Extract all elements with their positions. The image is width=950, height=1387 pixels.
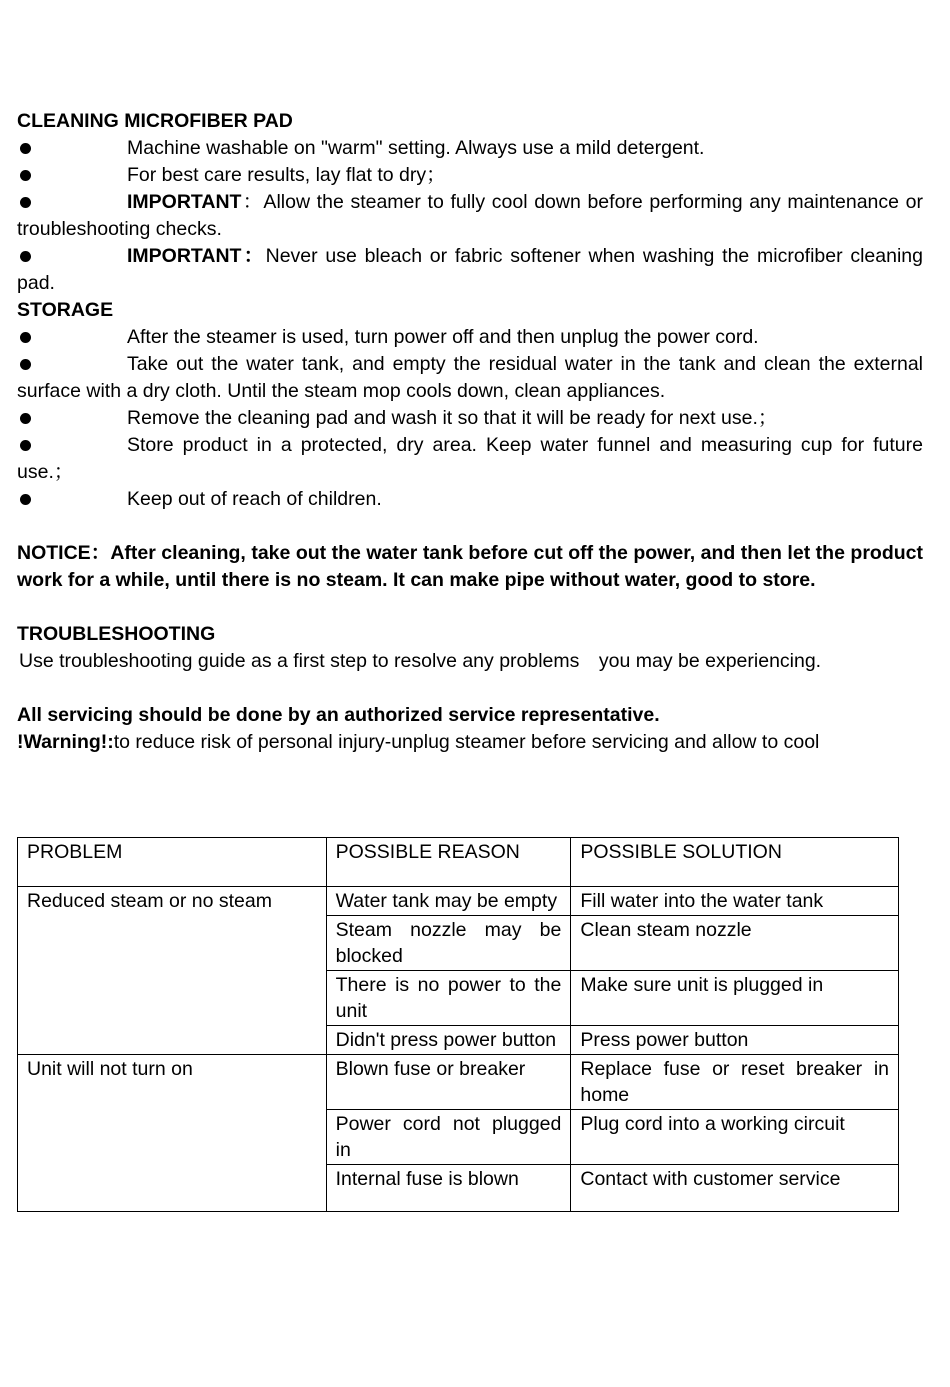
table-header-cell: POSSIBLE REASON	[326, 838, 571, 887]
cleaning-heading: CLEANING MICROFIBER PAD	[17, 110, 293, 132]
table-row	[18, 1055, 899, 1110]
reason-cell: Didn't press power button	[326, 1026, 571, 1055]
warning-label: !Warning!:	[17, 731, 114, 753]
bullet-icon	[20, 197, 31, 208]
reason-cell: Steam nozzle may be blocked	[326, 916, 571, 971]
reason-cell: There is no power to the unit	[326, 971, 571, 1026]
cleaning-item: IMPORTANT：Never use bleach or fabric softener when washing the microfiber cleaning pad.	[17, 245, 923, 294]
solution-cell: Plug cord into a working circuit	[571, 1110, 899, 1165]
bullet-icon	[20, 359, 31, 370]
bullet-icon	[20, 413, 31, 424]
table-header-row	[18, 838, 899, 887]
solution-cell: Make sure unit is plugged in	[571, 971, 899, 1026]
servicing-note: All servicing should be done by an authorized service representative.	[17, 704, 660, 726]
manual-page	[17, 108, 943, 756]
cleaning-item: For best care results, lay flat to dry；	[17, 162, 923, 189]
solution-cell: Contact with customer service	[571, 1165, 899, 1212]
warning-text: to reduce risk of personal injury-unplug steamer before servicing and allow to cool	[113, 731, 820, 753]
bullet-icon	[20, 170, 31, 181]
notice-paragraph: NOTICE：After cleaning, take out the water tank before cut off the power, and then let the product work for a while, until there is no steam. It can make pipe without water, good to store.	[17, 542, 923, 591]
reason-cell: Internal fuse is blown	[326, 1165, 571, 1212]
storage-item: Store product in a protected, dry area. Keep water funnel and measuring cup for future use.；	[17, 434, 923, 483]
storage-item: Take out the water tank, and empty the residual water in the tank and clean the external surface with a dry cloth. Until the steam mop cools down, clean appliances.	[17, 353, 923, 402]
troubleshooting-heading: TROUBLESHOOTING	[17, 623, 216, 645]
bullet-icon	[20, 332, 31, 343]
storage-item: After the steamer is used, turn power off and then unplug the power cord.	[17, 324, 923, 351]
storage-item: Remove the cleaning pad and wash it so that it will be ready for next use.；	[17, 405, 923, 432]
reason-cell: Water tank may be empty	[326, 887, 571, 916]
solution-cell: Press power button	[571, 1026, 899, 1055]
solution-cell: Fill water into the water tank	[571, 887, 899, 916]
cleaning-item: Machine washable on "warm" setting. Always use a mild detergent.	[17, 135, 923, 162]
problem-cell: Reduced steam or no steam	[18, 887, 327, 1055]
troubleshooting-intro: Use troubleshooting guide as a first step to resolve any problems you may be experiencing.	[19, 650, 822, 672]
bullet-icon	[20, 143, 31, 154]
table-row	[18, 887, 899, 916]
solution-cell: Replace fuse or reset breaker in home	[571, 1055, 899, 1110]
bullet-icon	[20, 440, 31, 451]
storage-item: Keep out of reach of children.	[17, 486, 923, 513]
bullet-icon	[20, 494, 31, 505]
bullet-icon	[20, 251, 31, 262]
storage-heading: STORAGE	[17, 299, 114, 321]
table-header-cell: POSSIBLE SOLUTION	[571, 838, 899, 887]
cleaning-item: IMPORTANT：Allow the steamer to fully cool down before performing any maintenance or troubleshooting checks.	[17, 191, 943, 240]
reason-cell: Power cord not plugged in	[326, 1110, 571, 1165]
warning-line	[17, 729, 923, 756]
troubleshooting-table	[17, 837, 899, 1212]
problem-cell: Unit will not turn on	[18, 1055, 327, 1212]
solution-cell: Clean steam nozzle	[571, 916, 899, 971]
table-header-cell: PROBLEM	[18, 838, 327, 887]
reason-cell: Blown fuse or breaker	[326, 1055, 571, 1110]
